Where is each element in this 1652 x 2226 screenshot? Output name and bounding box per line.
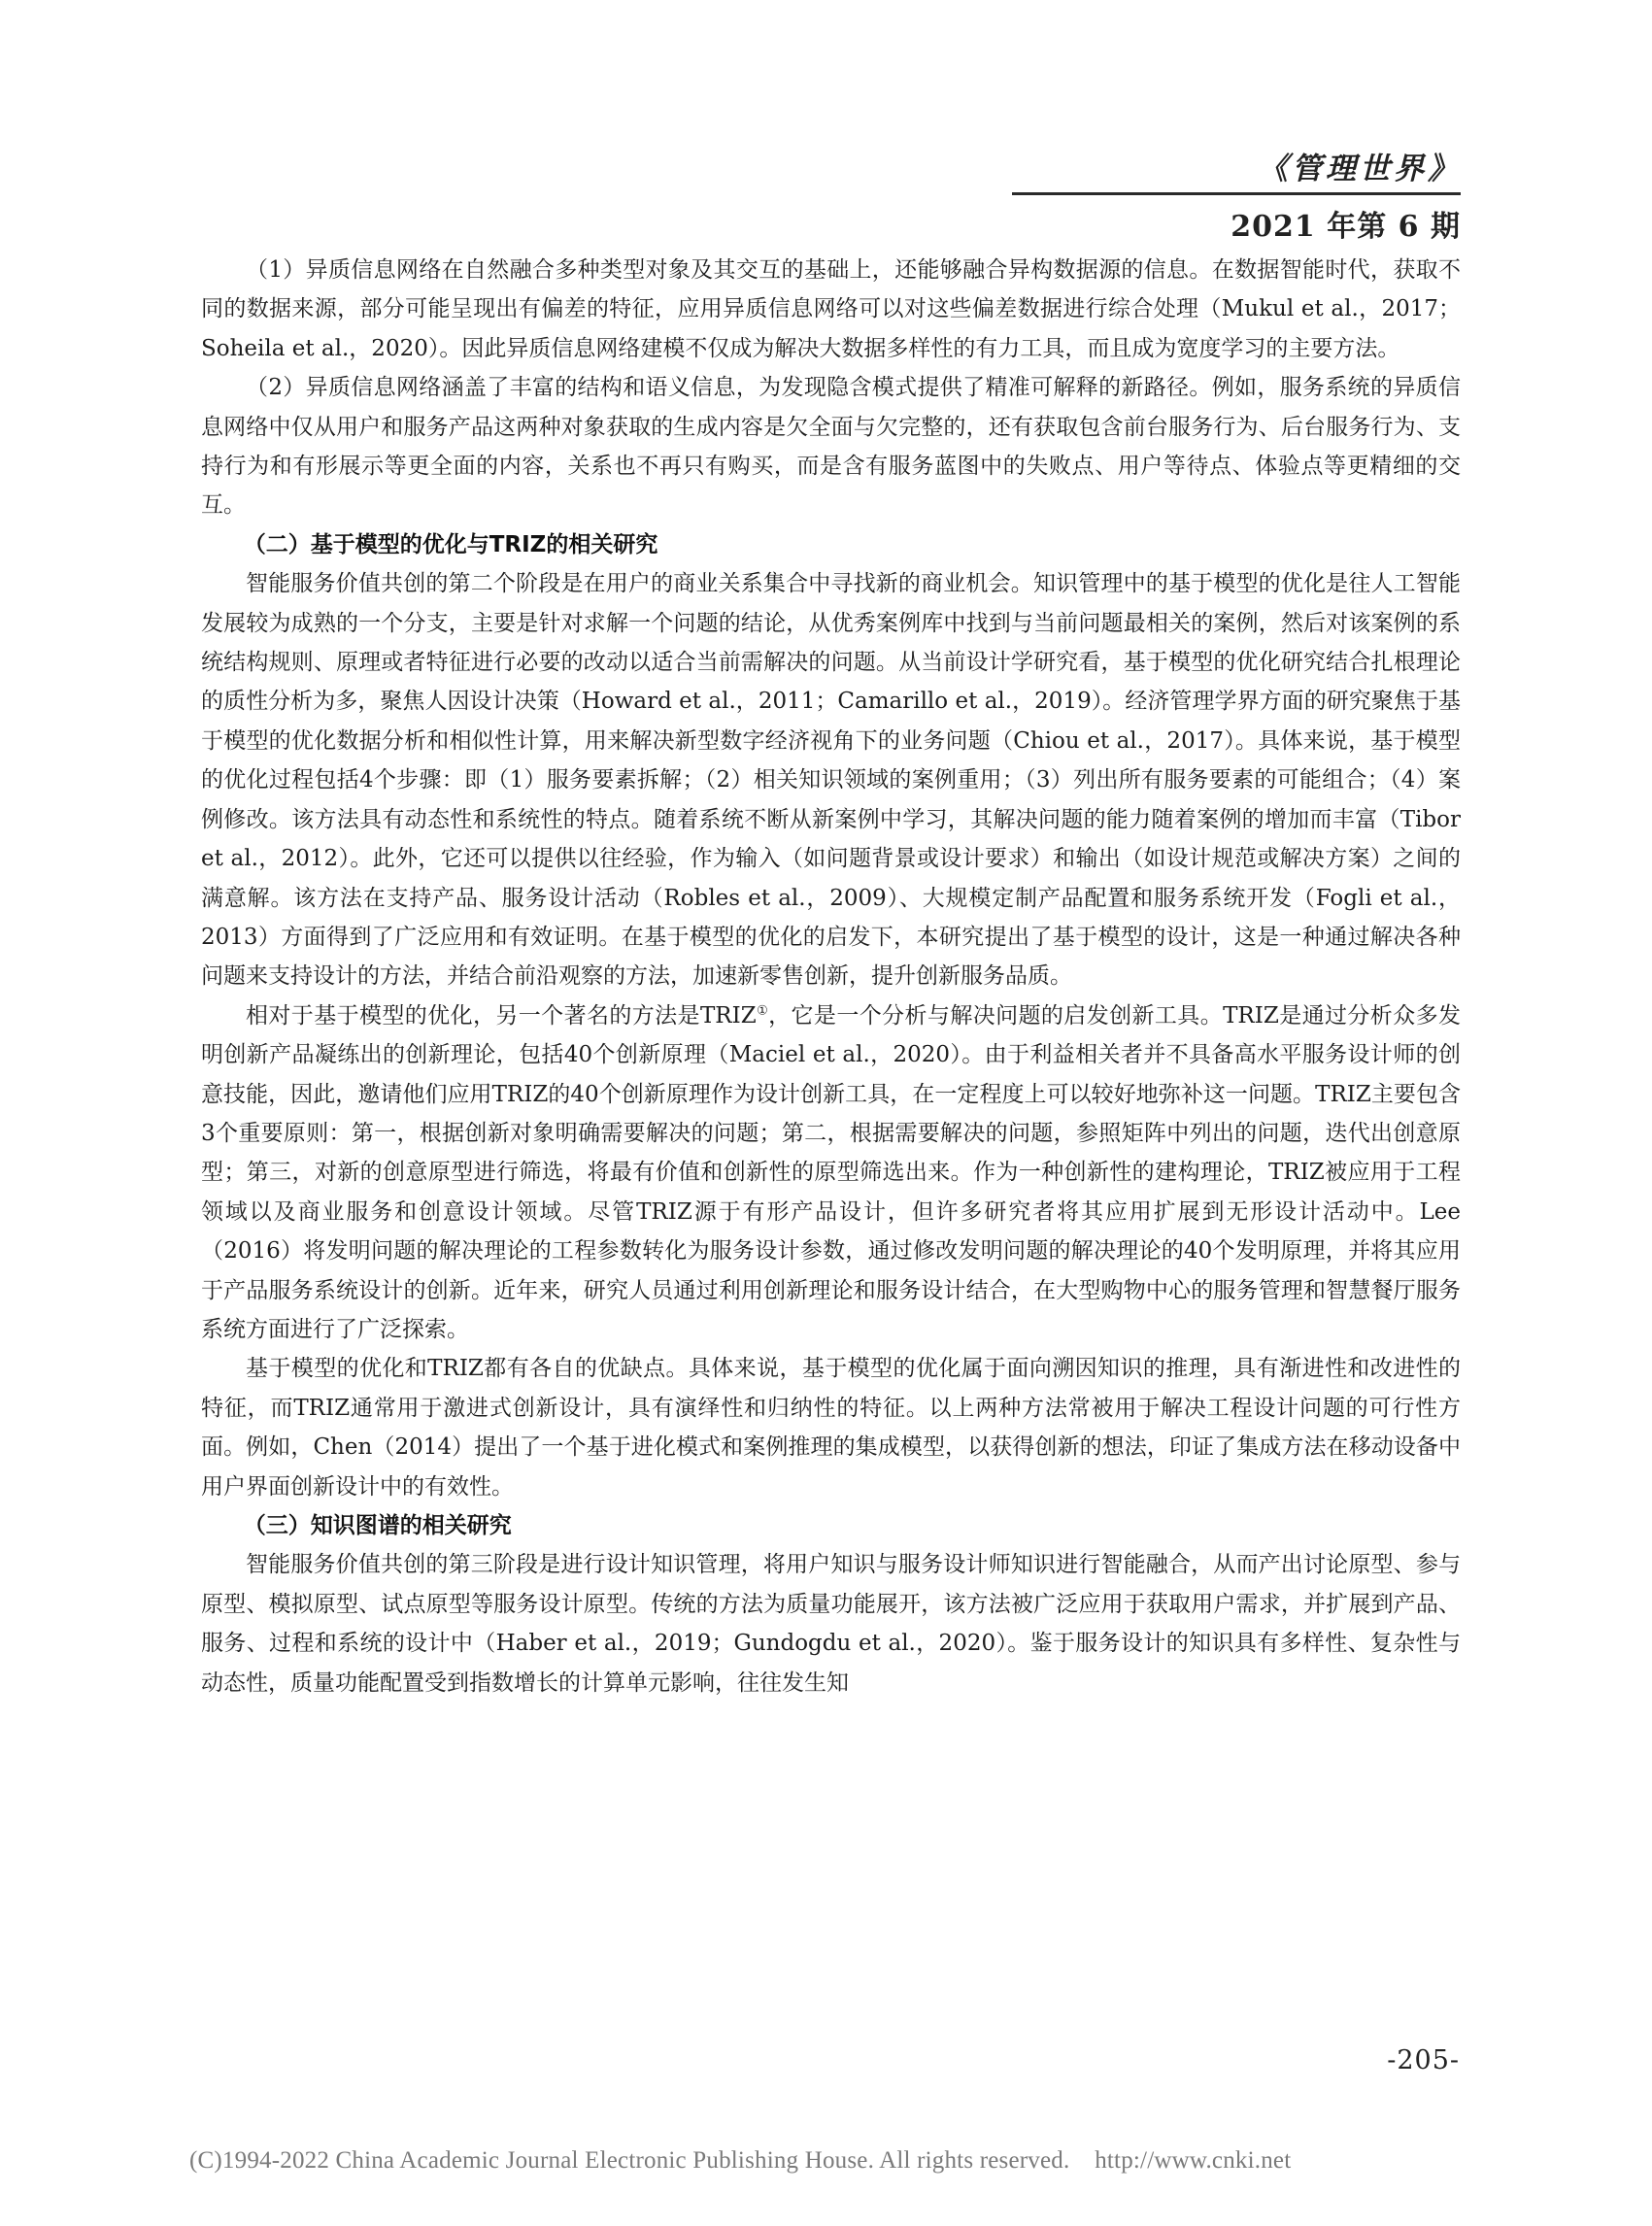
article-body [201,251,1461,1703]
footnote-marker[interactable]: ① [756,1003,769,1019]
copyright-notice: (C)1994-2022 China Academic Journal Electronic Publishing House. All rights reserved. http://www.cnki.net [189,2147,1292,2174]
section-heading-3: （三）知识图谱的相关研究 [243,1513,512,1538]
journal-name: 《管理世界》 [1258,152,1462,186]
issue-label: 2021 年第 6 期 [1231,210,1461,244]
paragraph-5: 基于模型的优化和TRIZ都有各自的优缺点。具体来说，基于模型的优化属于面向溯因知识的推理，具有渐进性和改进性的特征，而TRIZ通常用于激进式创新设计，具有演绎性和归纳性的特征。以上两种方法常被用于解决工程设计问题的可行性方面。例如，Chen（2014）提出了一个基于进化模式和案例推理的集成模型，以获得创新的想法，印证了集成方法在移动设备中用户界面创新设计中的有效性。 [201,1356,1461,1500]
header-divider [1012,192,1461,195]
paragraph-2: （2）异质信息网络涵盖了丰富的结构和语义信息，为发现隐含模式提供了精准可解释的新路径。例如，服务系统的异质信息网络中仅从用户和服务产品这两种对象获取的生成内容是欠全面与欠完整的，还有获取包含前台服务行为、后台服务行为、支持行为和有形展示等更全面的内容，关系也不再只有购买，而是含有服务蓝图中的失败点、用户等待点、体验点等更精细的交互。 [201,375,1461,519]
paragraph-4-rest: ，它是一个分析与解决问题的启发创新工具。TRIZ是通过分析众多发明创新产品凝练出的创新理论，包括40个创新原理（Maciel et al.，2020）。由于利益相关者并不具备高水平服务设计师的创意技能，因此，邀请他们应用TRIZ的40个创新原理作为设计创新工具，在一定程度上可以较好地弥补这一问题。TRIZ主要包含3个重要原则：第一，根据创新对象明确需要解决的问题；第二，根据需要解决的问题，参照矩阵中列出的问题，迭代出创意原型；第三，对新的创意原型进行筛选，将最有价值和创新性的原型筛选出来。作为一种创新性的建构理论，TRIZ被应用于工程领域以及商业服务和创意设计领域。尽管TRIZ源于有形产品设计，但许多研究者将其应用扩展到无形设计活动中。Lee（2016）将发明问题的解决理论的工程参数转化为服务设计参数，通过修改发明问题的解决理论的40个发明原理，并将其应用于产品服务系统设计的创新。近年来，研究人员通过利用创新理论和服务设计结合，在大型购物中心的服务管理和智慧餐厅服务系统方面进行了广泛探索。 [201,1002,1461,1342]
section-heading-2: （二）基于模型的优化与TRIZ的相关研究 [243,531,658,557]
paragraph-4 [201,996,1461,1350]
paragraph-4-lead: 相对于基于模型的优化，另一个著名的方法是TRIZ [246,1002,757,1029]
page-number: -205- [1387,2045,1460,2075]
paragraph-6: 智能服务价值共创的第三阶段是进行设计知识管理，将用户知识与服务设计师知识进行智能融合，从而产出讨论原型、参与原型、模拟原型、试点原型等服务设计原型。传统的方法为质量功能展开，该方法被广泛应用于获取用户需求，并扩展到产品、服务、过程和系统的设计中（Haber et al.，2019；Gundogdu et al.，2020）。鉴于服务设计的知识具有多样性、复杂性与动态性，质量功能配置受到指数增长的计算单元影响，往往发生知 [201,1552,1461,1696]
paragraph-1: （1）异质信息网络在自然融合多种类型对象及其交互的基础上，还能够融合异构数据源的信息。在数据智能时代，获取不同的数据来源，部分可能呈现出有偏差的特征，应用异质信息网络可以对这些偏差数据进行综合处理（Mukul et al.，2017；Soheila et al.，2020）。因此异质信息网络建模不仅成为解决大数据多样性的有力工具，而且成为宽度学习的主要方法。 [201,257,1461,361]
paragraph-3: 智能服务价值共创的第二个阶段是在用户的商业关系集合中寻找新的商业机会。知识管理中的基于模型的优化是往人工智能发展较为成熟的一个分支，主要是针对求解一个问题的结论，从优秀案例库中找到与当前问题最相关的案例，然后对该案例的系统结构规则、原理或者特征进行必要的改动以适合当前需解决的问题。从当前设计学研究看，基于模型的优化研究结合扎根理论的质性分析为多，聚焦人因设计决策（Howard et al.，2011；Camarillo et al.，2019）。经济管理学界方面的研究聚焦于基于模型的优化数据分析和相似性计算，用来解决新型数字经济视角下的业务问题（Chiou et al.，2017）。具体来说，基于模型的优化过程包括4个步骤：即（1）服务要素拆解；（2）相关知识领域的案例重用；（3）列出所有服务要素的可能组合；（4）案例修改。该方法具有动态性和系统性的特点。随着系统不断从新案例中学习，其解决问题的能力随着案例的增加而丰富（Tibor et al.，2012）。此外，它还可以提供以往经验，作为输入（如问题背景或设计要求）和输出（如设计规范或解决方案）之间的满意解。该方法在支持产品、服务设计活动（Robles et al.，2009）、大规模定制产品配置和服务系统开发（Fogli et al.，2013）方面得到了广泛应用和有效证明。在基于模型的优化的启发下，本研究提出了基于模型的设计，这是一种通过解决各种问题来支持设计的方法，并结合前沿观察的方法，加速新零售创新，提升创新服务品质。 [201,571,1461,990]
